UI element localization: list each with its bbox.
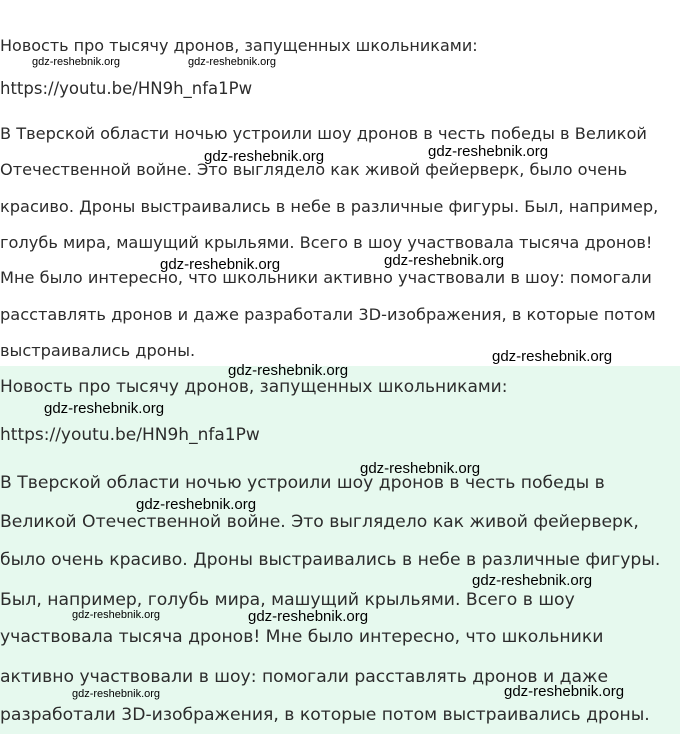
news-section-highlighted: [0, 362, 680, 734]
news-section-plain: [0, 0, 680, 366]
news-link[interactable]: https://youtu.be/HN9h_nfa1Pw: [0, 79, 253, 98]
news-text-line: Отечественной войне. Это выглядело как живой фейерверк, было очень: [0, 160, 628, 179]
watermark: gdz-reshebnik.org: [188, 56, 277, 68]
news-text-line: выстраивались дроны.: [0, 341, 196, 360]
watermark: gdz-reshebnik.org: [504, 683, 625, 700]
news-text-line: участвовала тысяча дронов! Мне было интересно, что школьники: [0, 627, 604, 647]
watermark: gdz-reshebnik.org: [72, 688, 161, 700]
news-text-line: красиво. Дроны выстраивались в небе в различные фигуры. Был, например,: [0, 197, 659, 216]
news-title: Новость про тысячу дронов, запущенных школьниками:: [0, 377, 508, 397]
news-text-line: В Тверской области ночью устроили шоу дронов в честь победы в Великой: [0, 124, 647, 143]
watermark: gdz-reshebnik.org: [32, 56, 121, 68]
watermark: gdz-reshebnik.org: [160, 256, 281, 273]
news-text-line: голубь мира, машущий крыльями. Всего в шоу участвовала тысяча дронов!: [0, 233, 653, 252]
watermark: gdz-reshebnik.org: [72, 609, 161, 621]
watermark: gdz-reshebnik.org: [204, 148, 325, 165]
watermark: gdz-reshebnik.org: [472, 572, 593, 589]
news-link[interactable]: https://youtu.be/HN9h_nfa1Pw: [0, 425, 260, 445]
news-text-line: Мне было интересно, что школьники активно участвовали в шоу: помогали: [0, 268, 652, 287]
watermark: gdz-reshebnik.org: [136, 496, 257, 513]
watermark: gdz-reshebnik.org: [360, 460, 481, 477]
news-text-line: активно участвовали в шоу: помогали расставлять дронов и даже: [0, 667, 609, 687]
watermark: gdz-reshebnik.org: [384, 252, 505, 269]
watermark: gdz-reshebnik.org: [44, 400, 165, 417]
news-text-line: было очень красиво. Дроны выстраивались в небе в различные фигуры.: [0, 550, 661, 570]
news-title: Новость про тысячу дронов, запущенных школьниками:: [0, 36, 478, 55]
news-text-line: расставлять дронов и даже разработали 3D-изображения, в которые потом: [0, 305, 656, 324]
watermark: gdz-reshebnik.org: [248, 608, 369, 625]
news-text-line: Был, например, голубь мира, машущий крыльями. Всего в шоу: [0, 590, 575, 610]
watermark: gdz-reshebnik.org: [492, 348, 613, 365]
news-text-line: Великой Отечественной войне. Это выглядело как живой фейерверк,: [0, 512, 639, 532]
watermark: gdz-reshebnik.org: [228, 362, 349, 379]
watermark: gdz-reshebnik.org: [428, 143, 549, 160]
news-text-line: разработали 3D-изображения, в которые потом выстраивались дроны.: [0, 705, 650, 725]
news-text-line: В Тверской области ночью устроили шоу дронов в честь победы в: [0, 473, 605, 493]
